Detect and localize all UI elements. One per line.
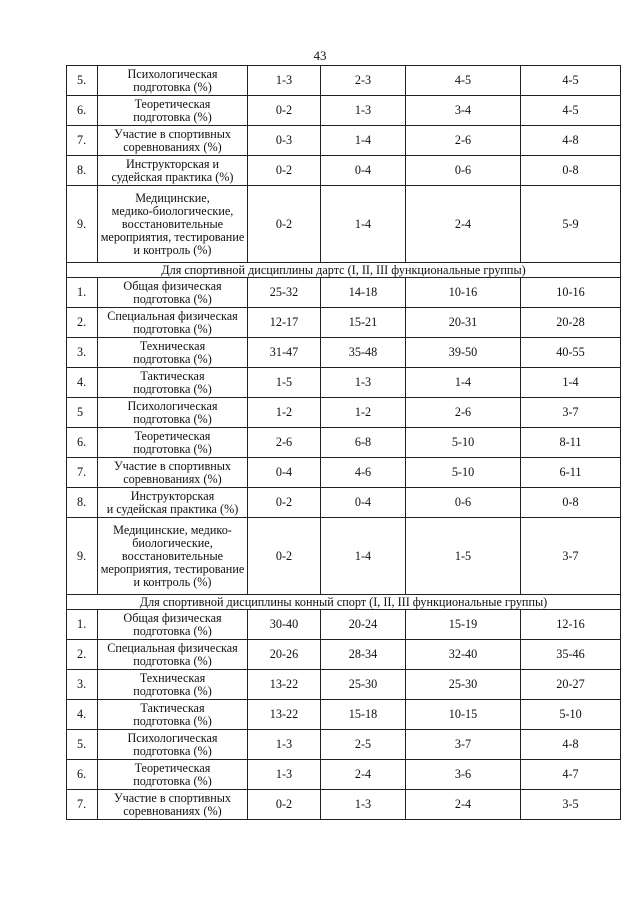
table-row (67, 398, 621, 428)
stage-value-cell: 2-6 (406, 126, 521, 156)
name-line: соревнованиях (%) (123, 139, 222, 154)
name-line: Инструкторская и (125, 156, 220, 171)
name-line: Тактическая (140, 700, 205, 715)
stage-value-cell: 12-16 (521, 610, 621, 640)
name-line: Психологическая (127, 730, 218, 745)
stage-value-cell: 5-9 (521, 186, 621, 263)
stage-value-cell: 1-3 (321, 368, 406, 398)
row-number: 6. (67, 96, 98, 126)
name-line: подготовка (%) (133, 653, 212, 668)
stage-value-cell: 0-6 (406, 488, 521, 518)
training-type-name (98, 790, 248, 820)
name-line: Теоретическая (134, 760, 211, 775)
row-number: 8. (67, 488, 98, 518)
name-line: и контроль (%) (133, 242, 212, 257)
stage-value-cell: 0-2 (248, 488, 321, 518)
stage-value-cell: 3-7 (406, 730, 521, 760)
training-type-name (98, 700, 248, 730)
training-type-name (98, 670, 248, 700)
table-row (67, 640, 621, 670)
name-line: подготовка (%) (133, 441, 212, 456)
stage-value-cell: 1-5 (406, 518, 521, 595)
stage-value-cell: 0-8 (521, 156, 621, 186)
stage-value-cell: 1-2 (248, 398, 321, 428)
stage-value-cell: 1-4 (521, 368, 621, 398)
name-line: Участие в спортивных (113, 126, 232, 141)
stage-value-cell: 2-4 (321, 760, 406, 790)
stage-value-cell: 5-10 (406, 458, 521, 488)
stage-value-cell: 12-17 (248, 308, 321, 338)
name-line: биологические, (132, 535, 213, 550)
name-line: восстановительные (121, 548, 224, 563)
stage-value-cell: 1-3 (248, 760, 321, 790)
stage-value-cell: 5-10 (521, 700, 621, 730)
training-type-name (98, 368, 248, 398)
table-row (67, 428, 621, 458)
training-type-name (98, 126, 248, 156)
name-line: Участие в спортивных (113, 458, 232, 473)
name-line: подготовка (%) (133, 713, 212, 728)
name-line: Психологическая (127, 66, 218, 81)
stage-value-cell: 0-6 (406, 156, 521, 186)
name-line: мероприятия, тестирование (100, 229, 245, 244)
training-type-name (98, 186, 248, 263)
name-line: подготовка (%) (133, 381, 212, 396)
row-number: 9. (67, 518, 98, 595)
training-type-name (98, 518, 248, 595)
table-row (67, 790, 621, 820)
row-number: 5. (67, 66, 98, 96)
row-number: 4. (67, 700, 98, 730)
page-number: 43 (313, 48, 327, 63)
table-row (67, 126, 621, 156)
name-line: судейская практика (%) (111, 169, 234, 184)
table-body (67, 66, 621, 820)
stage-value-cell: 20-28 (521, 308, 621, 338)
stage-value-cell: 1-3 (248, 66, 321, 96)
name-line: подготовка (%) (133, 623, 212, 638)
name-line: восстановительные (121, 216, 224, 231)
stage-value-cell: 0-2 (248, 518, 321, 595)
stage-value-cell: 3-4 (406, 96, 521, 126)
stage-value-cell: 1-3 (321, 96, 406, 126)
name-line: подготовка (%) (133, 411, 212, 426)
stage-value-cell: 1-3 (248, 730, 321, 760)
name-line: подготовка (%) (133, 79, 212, 94)
name-line: подготовка (%) (133, 321, 212, 336)
name-line: и судейская практика (%) (106, 501, 239, 516)
row-number: 1. (67, 610, 98, 640)
training-type-name (98, 338, 248, 368)
row-number: 2. (67, 640, 98, 670)
table-row (67, 610, 621, 640)
stage-value-cell: 32-40 (406, 640, 521, 670)
row-number: 9. (67, 186, 98, 263)
stage-value-cell: 10-16 (521, 278, 621, 308)
name-line: мероприятия, тестирование (100, 561, 245, 576)
stage-value-cell: 40-55 (521, 338, 621, 368)
name-line: соревнованиях (%) (123, 471, 222, 486)
stage-value-cell: 35-48 (321, 338, 406, 368)
stage-value-cell: 1-4 (321, 186, 406, 263)
training-type-name (98, 96, 248, 126)
stage-value-cell: 2-4 (406, 186, 521, 263)
stage-value-cell: 35-46 (521, 640, 621, 670)
table-row (67, 368, 621, 398)
stage-value-cell: 20-26 (248, 640, 321, 670)
table-row (67, 670, 621, 700)
training-type-name (98, 488, 248, 518)
stage-value-cell: 1-3 (321, 790, 406, 820)
stage-value-cell: 0-4 (248, 458, 321, 488)
stage-value-cell: 6-8 (321, 428, 406, 458)
row-number: 7. (67, 458, 98, 488)
stage-value-cell: 2-6 (406, 398, 521, 428)
table-row (67, 730, 621, 760)
stage-value-cell: 31-47 (248, 338, 321, 368)
stage-value-cell: 2-4 (406, 790, 521, 820)
name-line: Специальная физическая (107, 308, 238, 323)
row-number: 8. (67, 156, 98, 186)
stage-value-cell: 4-5 (406, 66, 521, 96)
name-line: подготовка (%) (133, 683, 212, 698)
stage-value-cell: 0-2 (248, 186, 321, 263)
stage-value-cell: 20-27 (521, 670, 621, 700)
stage-value-cell: 0-2 (248, 790, 321, 820)
section-row (67, 595, 621, 610)
name-line: соревнованиях (%) (123, 803, 222, 818)
stage-value-cell: 5-10 (406, 428, 521, 458)
stage-value-cell: 1-4 (321, 518, 406, 595)
table-row (67, 66, 621, 96)
name-line: Специальная физическая (107, 640, 238, 655)
training-type-name (98, 398, 248, 428)
stage-value-cell: 25-32 (248, 278, 321, 308)
name-line: подготовка (%) (133, 291, 212, 306)
stage-value-cell: 15-21 (321, 308, 406, 338)
stage-value-cell: 1-5 (248, 368, 321, 398)
stage-value-cell: 1-2 (321, 398, 406, 428)
stage-value-cell: 0-4 (321, 156, 406, 186)
stage-value-cell: 0-3 (248, 126, 321, 156)
stage-value-cell: 10-15 (406, 700, 521, 730)
training-type-name (98, 458, 248, 488)
stage-value-cell: 4-6 (321, 458, 406, 488)
name-line: подготовка (%) (133, 773, 212, 788)
stage-value-cell: 25-30 (406, 670, 521, 700)
training-type-name (98, 156, 248, 186)
name-line: Психологическая (127, 398, 218, 413)
stage-value-cell: 3-5 (521, 790, 621, 820)
name-line: Участие в спортивных (113, 790, 232, 805)
stage-value-cell: 10-16 (406, 278, 521, 308)
name-line: и контроль (%) (133, 574, 212, 589)
name-line: Общая физическая (123, 610, 222, 625)
stage-value-cell: 0-2 (248, 96, 321, 126)
name-line: Тактическая (140, 368, 205, 383)
stage-value-cell: 15-19 (406, 610, 521, 640)
row-number: 1. (67, 278, 98, 308)
stage-value-cell: 2-3 (321, 66, 406, 96)
row-number: 7. (67, 790, 98, 820)
stage-value-cell: 4-8 (521, 126, 621, 156)
row-number: 5. (67, 730, 98, 760)
table-row (67, 488, 621, 518)
row-number: 3. (67, 670, 98, 700)
training-type-name (98, 278, 248, 308)
section-title: Для спортивной дисциплины конный спорт (I, II, III функциональные группы) (67, 595, 621, 610)
stage-value-cell: 30-40 (248, 610, 321, 640)
table-row (67, 700, 621, 730)
name-line: Общая физическая (123, 278, 222, 293)
name-line: Медицинские, медико- (113, 522, 232, 537)
name-line: Теоретическая (134, 428, 211, 443)
name-line: Техническая (139, 338, 206, 353)
stage-value-cell: 15-18 (321, 700, 406, 730)
table-row (67, 760, 621, 790)
stage-value-cell: 20-24 (321, 610, 406, 640)
stage-value-cell: 14-18 (321, 278, 406, 308)
stage-value-cell: 0-2 (248, 156, 321, 186)
table-row (67, 308, 621, 338)
stage-value-cell: 3-7 (521, 518, 621, 595)
stage-value-cell: 1-4 (406, 368, 521, 398)
name-line: Инструкторская (130, 488, 215, 503)
training-type-name (98, 730, 248, 760)
stage-value-cell: 6-11 (521, 458, 621, 488)
training-type-name (98, 760, 248, 790)
stage-value-cell: 13-22 (248, 670, 321, 700)
stage-value-cell: 1-4 (321, 126, 406, 156)
stage-value-cell: 0-8 (521, 488, 621, 518)
stage-value-cell: 4-7 (521, 760, 621, 790)
stage-value-cell: 25-30 (321, 670, 406, 700)
row-number: 2. (67, 308, 98, 338)
stage-value-cell: 2-6 (248, 428, 321, 458)
table-row (67, 278, 621, 308)
stage-value-cell: 4-8 (521, 730, 621, 760)
section-row (67, 263, 621, 278)
table-row (67, 156, 621, 186)
table-row (67, 338, 621, 368)
table-row (67, 458, 621, 488)
stage-value-cell: 20-31 (406, 308, 521, 338)
stage-value-cell: 28-34 (321, 640, 406, 670)
name-line: Техническая (139, 670, 206, 685)
name-line: подготовка (%) (133, 109, 212, 124)
stage-value-cell: 2-5 (321, 730, 406, 760)
stage-value-cell: 3-7 (521, 398, 621, 428)
stage-value-cell: 39-50 (406, 338, 521, 368)
stage-value-cell: 4-5 (521, 96, 621, 126)
section-title: Для спортивной дисциплины дартс (I, II, III функциональные группы) (67, 263, 621, 278)
training-type-name (98, 66, 248, 96)
training-type-name (98, 428, 248, 458)
table-row (67, 186, 621, 263)
training-type-name (98, 308, 248, 338)
name-line: медико-биологические, (111, 203, 234, 218)
stage-value-cell: 13-22 (248, 700, 321, 730)
name-line: Медицинские, (135, 190, 210, 205)
stage-value-cell: 0-4 (321, 488, 406, 518)
name-line: подготовка (%) (133, 351, 212, 366)
stage-value-cell: 3-6 (406, 760, 521, 790)
row-number: 6. (67, 760, 98, 790)
row-number: 3. (67, 338, 98, 368)
training-type-name (98, 610, 248, 640)
name-line: подготовка (%) (133, 743, 212, 758)
row-number: 7. (67, 126, 98, 156)
name-line: Теоретическая (134, 96, 211, 111)
table-row (67, 518, 621, 595)
row-number: 5 (67, 398, 98, 428)
training-type-name (98, 640, 248, 670)
stage-value-cell: 8-11 (521, 428, 621, 458)
table-row (67, 96, 621, 126)
training-ratio-table (66, 65, 621, 820)
row-number: 6. (67, 428, 98, 458)
row-number: 4. (67, 368, 98, 398)
stage-value-cell: 4-5 (521, 66, 621, 96)
